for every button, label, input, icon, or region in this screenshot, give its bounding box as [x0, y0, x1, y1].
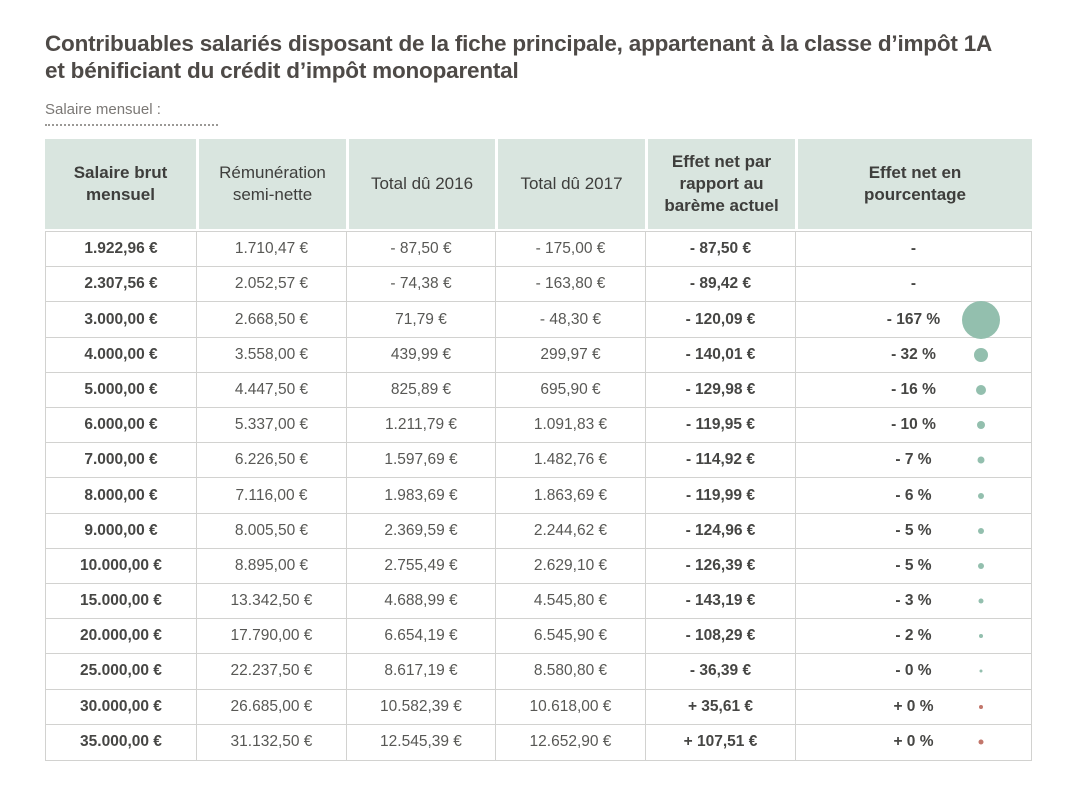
cell-value: - 89,42 €	[689, 275, 752, 293]
cell-effet-net-eur	[645, 338, 795, 372]
cell-value: 1.597,69 €	[384, 451, 458, 469]
cell-effet-net-pct	[795, 338, 1031, 372]
effect-bubble	[979, 634, 983, 638]
cell-value: 15.000,00 €	[80, 592, 162, 610]
cell-value: 1.482,76 €	[533, 451, 608, 469]
header-label: Rémunération semi-nette	[219, 163, 326, 205]
cell-value: - 32 %	[891, 345, 936, 363]
table-row	[46, 549, 1031, 584]
cell-total-du-2016	[346, 338, 495, 372]
header-label: Salaire brut mensuel	[73, 163, 168, 205]
cell-effet-net-eur	[645, 725, 795, 760]
cell-salaire-brut	[46, 584, 196, 618]
cell-value: 30.000,00 €	[80, 697, 162, 715]
cell-value: + 0 %	[893, 733, 934, 751]
cell-salaire-brut	[46, 302, 196, 336]
cell-value: - 36,39 €	[689, 662, 752, 680]
table-row	[46, 690, 1031, 725]
cell-remuneration-semi-nette	[196, 373, 346, 407]
cell-effet-net-pct	[795, 514, 1031, 548]
cell-remuneration-semi-nette	[196, 549, 346, 583]
effect-bubble	[978, 457, 985, 464]
cell-salaire-brut	[46, 690, 196, 724]
cell-value: 8.000,00 €	[84, 486, 158, 504]
cell-remuneration-semi-nette	[196, 478, 346, 512]
header-cell-remuneration-semi-nette	[196, 139, 346, 229]
cell-value: 6.654,19 €	[384, 627, 458, 645]
table-row	[46, 654, 1031, 689]
cell-salaire-brut	[46, 408, 196, 442]
cell-total-du-2016	[346, 373, 495, 407]
header-cell-effet-net-pct	[795, 139, 1032, 229]
cell-remuneration-semi-nette	[196, 232, 346, 266]
cell-total-du-2017	[495, 619, 645, 653]
cell-effet-net-eur	[645, 302, 795, 336]
cell-value: 6.000,00 €	[84, 416, 158, 434]
cell-total-du-2017	[495, 443, 645, 477]
cell-value: 2.668,50 €	[234, 310, 309, 328]
cell-total-du-2017	[495, 725, 645, 760]
cell-total-du-2016	[346, 478, 495, 512]
page-title	[45, 31, 1010, 84]
cell-value: 22.237,50 €	[230, 662, 313, 680]
title-part1: Contribuables salariés disposant de la fiche principale, appartenant à la classe d’impôt	[45, 31, 964, 56]
cell-value: 299,97 €	[540, 345, 601, 363]
cell-total-du-2016	[346, 584, 495, 618]
effect-bubble	[978, 493, 984, 499]
cell-value: 8.005,50 €	[234, 521, 309, 539]
cell-value: 1.091,83 €	[533, 416, 608, 434]
cell-salaire-brut	[46, 232, 196, 266]
cell-value: 2.755,49 €	[384, 556, 458, 574]
cell-total-du-2016	[346, 443, 495, 477]
cell-value: - 87,50 €	[689, 240, 752, 258]
cell-effet-net-eur	[645, 373, 795, 407]
cell-value: 6.545,90 €	[533, 627, 608, 645]
cell-value: 26.685,00 €	[230, 697, 313, 715]
cell-effet-net-pct	[795, 232, 1031, 266]
cell-salaire-brut	[46, 373, 196, 407]
cell-salaire-brut	[46, 619, 196, 653]
effect-bubble	[978, 563, 984, 569]
table-row	[46, 302, 1031, 337]
cell-value: -	[910, 275, 917, 293]
cell-value: 13.342,50 €	[230, 592, 313, 610]
effect-bubble	[976, 385, 986, 395]
header-cell-total-du-2016	[346, 139, 495, 229]
table-row	[46, 338, 1031, 373]
effect-bubble	[980, 670, 983, 673]
cell-value: - 48,30 €	[539, 310, 602, 328]
cell-effet-net-eur	[645, 584, 795, 618]
cell-total-du-2016	[346, 232, 495, 266]
cell-total-du-2016	[346, 654, 495, 688]
cell-value: 12.545,39 €	[380, 733, 462, 751]
cell-remuneration-semi-nette	[196, 619, 346, 653]
cell-value: 8.895,00 €	[234, 556, 309, 574]
cell-effet-net-eur	[645, 408, 795, 442]
tax-table	[45, 139, 1032, 761]
cell-value: - 2 %	[895, 627, 932, 645]
table-row	[46, 267, 1031, 302]
table-row	[46, 619, 1031, 654]
cell-total-du-2016	[346, 725, 495, 760]
cell-value: 1.983,69 €	[384, 486, 458, 504]
cell-value: 20.000,00 €	[80, 627, 162, 645]
title-tax-class: 1A	[963, 31, 993, 56]
cell-value: - 126,39 €	[685, 556, 756, 574]
cell-effet-net-pct	[795, 302, 1031, 336]
effect-bubble	[974, 348, 988, 362]
cell-remuneration-semi-nette	[196, 725, 346, 760]
cell-value: 5.000,00 €	[84, 380, 158, 398]
cell-value: - 124,96 €	[685, 521, 756, 539]
cell-value: 31.132,50 €	[230, 733, 313, 751]
cell-value: - 10 %	[891, 416, 936, 434]
cell-remuneration-semi-nette	[196, 654, 346, 688]
cell-value: 6.226,50 €	[234, 451, 309, 469]
cell-value: 2.244,62 €	[533, 521, 608, 539]
cell-value: + 0 %	[893, 697, 934, 715]
cell-value: 695,90 €	[540, 380, 601, 398]
cell-value: - 74,38 €	[390, 275, 452, 293]
effect-bubble	[979, 740, 984, 745]
cell-value: 2.629,10 €	[533, 556, 608, 574]
cell-remuneration-semi-nette	[196, 338, 346, 372]
effect-bubble	[979, 599, 984, 604]
cell-total-du-2016	[346, 267, 495, 301]
cell-total-du-2017	[495, 584, 645, 618]
cell-total-du-2016	[346, 302, 495, 336]
cell-value: 825,89 €	[390, 380, 452, 398]
cell-value: 8.617,19 €	[384, 662, 458, 680]
cell-total-du-2017	[495, 232, 645, 266]
cell-effet-net-pct	[795, 654, 1031, 688]
cell-total-du-2017	[495, 373, 645, 407]
header-label: Total dû 2016	[370, 174, 474, 194]
cell-remuneration-semi-nette	[196, 584, 346, 618]
cell-value: 4.688,99 €	[384, 592, 458, 610]
cell-remuneration-semi-nette	[196, 514, 346, 548]
cell-total-du-2016	[346, 514, 495, 548]
cell-total-du-2016	[346, 690, 495, 724]
table-row	[46, 478, 1031, 513]
cell-value: 2.052,57 €	[234, 275, 309, 293]
cell-value: - 120,09 €	[685, 310, 756, 328]
table-header	[45, 139, 1032, 229]
cell-value: - 119,95 €	[686, 416, 755, 434]
cell-effet-net-pct	[795, 549, 1031, 583]
cell-salaire-brut	[46, 267, 196, 301]
table-row	[46, 232, 1031, 267]
table-row	[46, 725, 1031, 760]
cell-effet-net-pct	[795, 373, 1031, 407]
cell-value: - 7 %	[895, 451, 932, 469]
cell-value: 1.710,47 €	[234, 240, 309, 258]
cell-total-du-2017	[495, 690, 645, 724]
cell-value: - 108,29 €	[685, 627, 756, 645]
salary-field-label: Salaire mensuel :	[45, 101, 161, 119]
cell-value: - 119,99 €	[686, 486, 755, 504]
cell-effet-net-eur	[645, 654, 795, 688]
cell-effet-net-eur	[645, 549, 795, 583]
cell-total-du-2017	[495, 514, 645, 548]
cell-total-du-2017	[495, 267, 645, 301]
cell-total-du-2017	[495, 478, 645, 512]
cell-salaire-brut	[46, 338, 196, 372]
cell-total-du-2017	[495, 549, 645, 583]
effect-bubble	[979, 705, 983, 709]
cell-value: 2.369,59 €	[384, 521, 458, 539]
cell-value: - 163,80 €	[535, 275, 606, 293]
effect-bubble	[962, 301, 1000, 339]
cell-salaire-brut	[46, 725, 196, 760]
cell-total-du-2016	[346, 619, 495, 653]
cell-value: 25.000,00 €	[80, 662, 162, 680]
table-row	[46, 443, 1031, 478]
cell-value: 10.618,00 €	[529, 697, 612, 715]
cell-total-du-2017	[495, 338, 645, 372]
cell-effet-net-eur	[645, 619, 795, 653]
cell-remuneration-semi-nette	[196, 302, 346, 336]
cell-salaire-brut	[46, 443, 196, 477]
effect-bubble	[977, 421, 985, 429]
header-label: Effet net par rapport au barème actuel	[664, 152, 779, 215]
cell-remuneration-semi-nette	[196, 408, 346, 442]
cell-effet-net-eur	[645, 478, 795, 512]
cell-value: 1.211,79 €	[384, 416, 458, 434]
cell-value: - 3 %	[895, 592, 932, 610]
cell-remuneration-semi-nette	[196, 443, 346, 477]
cell-remuneration-semi-nette	[196, 690, 346, 724]
cell-value: - 114,92 €	[686, 451, 755, 469]
cell-value: - 5 %	[895, 521, 932, 539]
cell-value: - 143,19 €	[685, 592, 756, 610]
cell-effet-net-pct	[795, 478, 1031, 512]
cell-value: - 87,50 €	[390, 240, 452, 258]
header-cell-effet-net-eur	[645, 139, 795, 229]
cell-salaire-brut	[46, 549, 196, 583]
cell-value: 7.000,00 €	[84, 451, 158, 469]
cell-effet-net-pct	[795, 408, 1031, 442]
cell-value: 2.307,56 €	[84, 275, 158, 293]
title-part2: et bénificiant du crédit d’impôt monoparental	[45, 57, 519, 83]
cell-effet-net-pct	[795, 584, 1031, 618]
cell-salaire-brut	[46, 654, 196, 688]
cell-value: - 140,01 €	[685, 345, 756, 363]
table-row	[46, 514, 1031, 549]
cell-total-du-2017	[495, 408, 645, 442]
header-cell-total-du-2017	[495, 139, 645, 229]
cell-value: + 35,61 €	[687, 697, 754, 715]
table-row	[46, 408, 1031, 443]
cell-effet-net-pct	[795, 725, 1031, 760]
cell-value: - 0 %	[895, 662, 932, 680]
cell-total-du-2016	[346, 549, 495, 583]
table-body	[45, 231, 1032, 761]
cell-effet-net-pct	[795, 690, 1031, 724]
cell-value: 7.116,00 €	[235, 486, 308, 504]
cell-effet-net-eur	[645, 443, 795, 477]
cell-effet-net-pct	[795, 267, 1031, 301]
cell-value: - 6 %	[895, 486, 932, 504]
cell-value: 10.000,00 €	[80, 556, 162, 574]
cell-value: 3.000,00 €	[84, 310, 158, 328]
cell-effet-net-pct	[795, 443, 1031, 477]
cell-value: - 5 %	[895, 556, 932, 574]
cell-effet-net-eur	[645, 690, 795, 724]
cell-value: - 129,98 €	[685, 380, 756, 398]
header-cell-salaire-brut	[45, 139, 196, 229]
cell-value: + 107,51 €	[683, 733, 758, 751]
cell-effet-net-eur	[645, 232, 795, 266]
cell-value: 10.582,39 €	[380, 697, 462, 715]
cell-value: 35.000,00 €	[80, 733, 162, 751]
cell-value: - 167 %	[886, 310, 941, 328]
cell-value: -	[910, 240, 917, 258]
cell-value: 4.545,80 €	[533, 592, 608, 610]
cell-value: 439,99 €	[390, 345, 452, 363]
cell-value: 3.558,00 €	[234, 345, 309, 363]
cell-value: 1.922,96 €	[84, 240, 158, 258]
cell-value: 17.790,00 €	[230, 627, 313, 645]
cell-salaire-brut	[46, 514, 196, 548]
cell-salaire-brut	[46, 478, 196, 512]
effect-bubble	[978, 528, 984, 534]
cell-value: 71,79 €	[395, 310, 447, 328]
salary-input[interactable]	[45, 101, 218, 126]
table-row	[46, 584, 1031, 619]
cell-value: 8.580,80 €	[533, 662, 608, 680]
cell-effet-net-eur	[645, 267, 795, 301]
cell-total-du-2017	[495, 302, 645, 336]
cell-value: 4.000,00 €	[84, 345, 158, 363]
header-label: Total dû 2017	[520, 174, 623, 194]
table-row	[46, 373, 1031, 408]
cell-value: 1.863,69 €	[533, 486, 608, 504]
cell-value: 5.337,00 €	[234, 416, 309, 434]
cell-value: 9.000,00 €	[84, 521, 158, 539]
header-label: Effet net en pourcentage	[863, 163, 967, 205]
cell-value: 4.447,50 €	[234, 380, 309, 398]
cell-value: - 175,00 €	[535, 240, 606, 258]
cell-total-du-2017	[495, 654, 645, 688]
cell-effet-net-eur	[645, 514, 795, 548]
cell-remuneration-semi-nette	[196, 267, 346, 301]
cell-value: 12.652,90 €	[529, 733, 612, 751]
cell-effet-net-pct	[795, 619, 1031, 653]
cell-total-du-2016	[346, 408, 495, 442]
cell-value: - 16 %	[891, 380, 936, 398]
